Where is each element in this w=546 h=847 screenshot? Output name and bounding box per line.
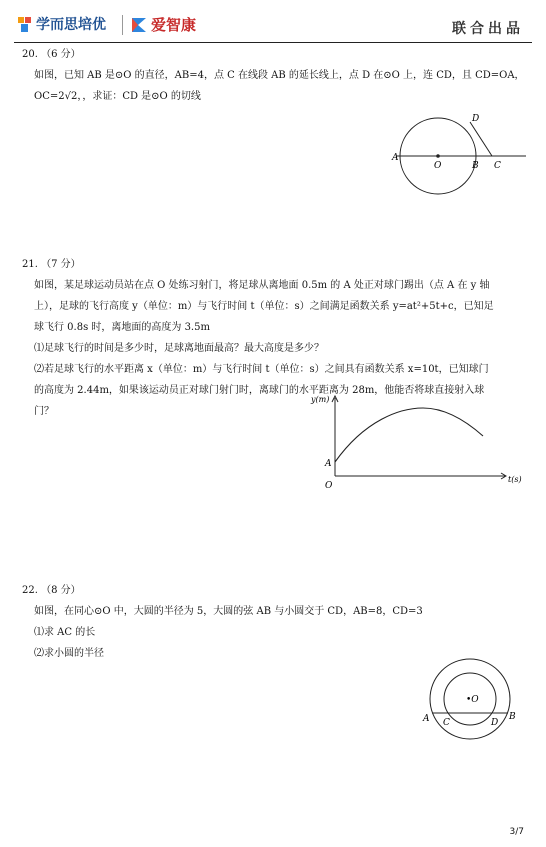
- question-21-sub2a: ⑵若足球飞行的水平距离 x（单位：m）与飞行时间 t（单位：s）之间具有函数关系 x=10t，已知球门: [34, 364, 489, 375]
- point-a-label: A: [325, 459, 332, 469]
- question-22-sub1: ⑴求 AC 的长: [34, 627, 96, 638]
- question-21-line3: 球飞行 0.8s 时，离地面的高度为 3.5m: [34, 322, 210, 333]
- label-o: •O: [466, 695, 479, 705]
- question-22: [22, 580, 527, 664]
- question-21-sub2b: 的高度为 2.44m，如果该运动员正对球门射门时，离球门的水平距离为 28m，他能否将球直接射入球: [34, 385, 485, 396]
- question-20-line1: 如图，已知 AB 是⊙O 的直径，AB=4，点 C 在线段 AB 的延长线上，点 D 在⊙O 上，连 CD，且 CD=OA，: [34, 70, 525, 81]
- label-a: A: [423, 714, 430, 724]
- xueersi-logo: [18, 14, 106, 34]
- page-header: [0, 0, 546, 46]
- label-d: D: [491, 718, 499, 728]
- question-20-diagram: [390, 108, 530, 198]
- xueersi-logo-icon: [18, 15, 32, 33]
- center-o-point: [436, 154, 440, 158]
- label-a: A: [392, 153, 399, 163]
- question-21-number: 21. （7 分）: [22, 259, 81, 270]
- question-22-number: 22. （8 分）: [22, 585, 81, 596]
- question-22-sub2: ⑵求小圆的半径: [34, 648, 104, 659]
- question-21-graph: [305, 390, 530, 500]
- y-axis-label: y(m): [311, 395, 330, 404]
- brand1-text: 学而思培优: [36, 17, 106, 33]
- label-b: B: [509, 712, 516, 722]
- question-20-number: 20. （6 分）: [22, 49, 81, 60]
- segment-cd: [470, 122, 492, 156]
- logo-divider: [122, 15, 123, 35]
- question-21-line2: 上），足球的飞行高度 y（单位：m）与飞行时间 t（单位：s）之间满足函数关系 y=at²+5t+c，已知足: [34, 301, 494, 312]
- label-d: D: [472, 114, 480, 124]
- question-22-diagram: [420, 655, 530, 740]
- question-21-sub2c: 门？: [34, 406, 54, 417]
- aizhikang-logo-icon: [130, 16, 148, 34]
- question-21-sub1: ⑴足球飞行的时间是多少时，足球离地面最高？最大高度是多少？: [34, 343, 324, 354]
- trajectory-curve: [335, 408, 483, 462]
- page-number: 3/7: [509, 827, 524, 837]
- label-b: B: [472, 161, 479, 171]
- header-rule: [14, 42, 532, 43]
- label-c: C: [494, 161, 501, 171]
- joint-production-title: 联合出品: [452, 21, 524, 37]
- question-20-line2: OC=2√2，，求证：CD 是⊙O 的切线: [34, 91, 201, 102]
- question-21-line1: 如图，某足球运动员站在点 O 处练习射门，将足球从离地面 0.5m 的 A 处正对球门踢出（点 A 在 y 轴: [34, 280, 490, 291]
- label-o: O: [434, 161, 442, 171]
- question-20: [22, 44, 527, 107]
- origin-o-label: O: [325, 481, 333, 491]
- aizhikang-logo: [130, 14, 196, 35]
- t-axis-label: t(s): [508, 475, 522, 484]
- brand2-text: 爱智康: [151, 16, 197, 34]
- question-22-line1: 如图，在同心⊙O 中，大圆的半径为 5，大圆的弦 AB 与小圆交于 CD，AB=8，CD=3: [34, 606, 423, 617]
- label-c: C: [443, 718, 450, 728]
